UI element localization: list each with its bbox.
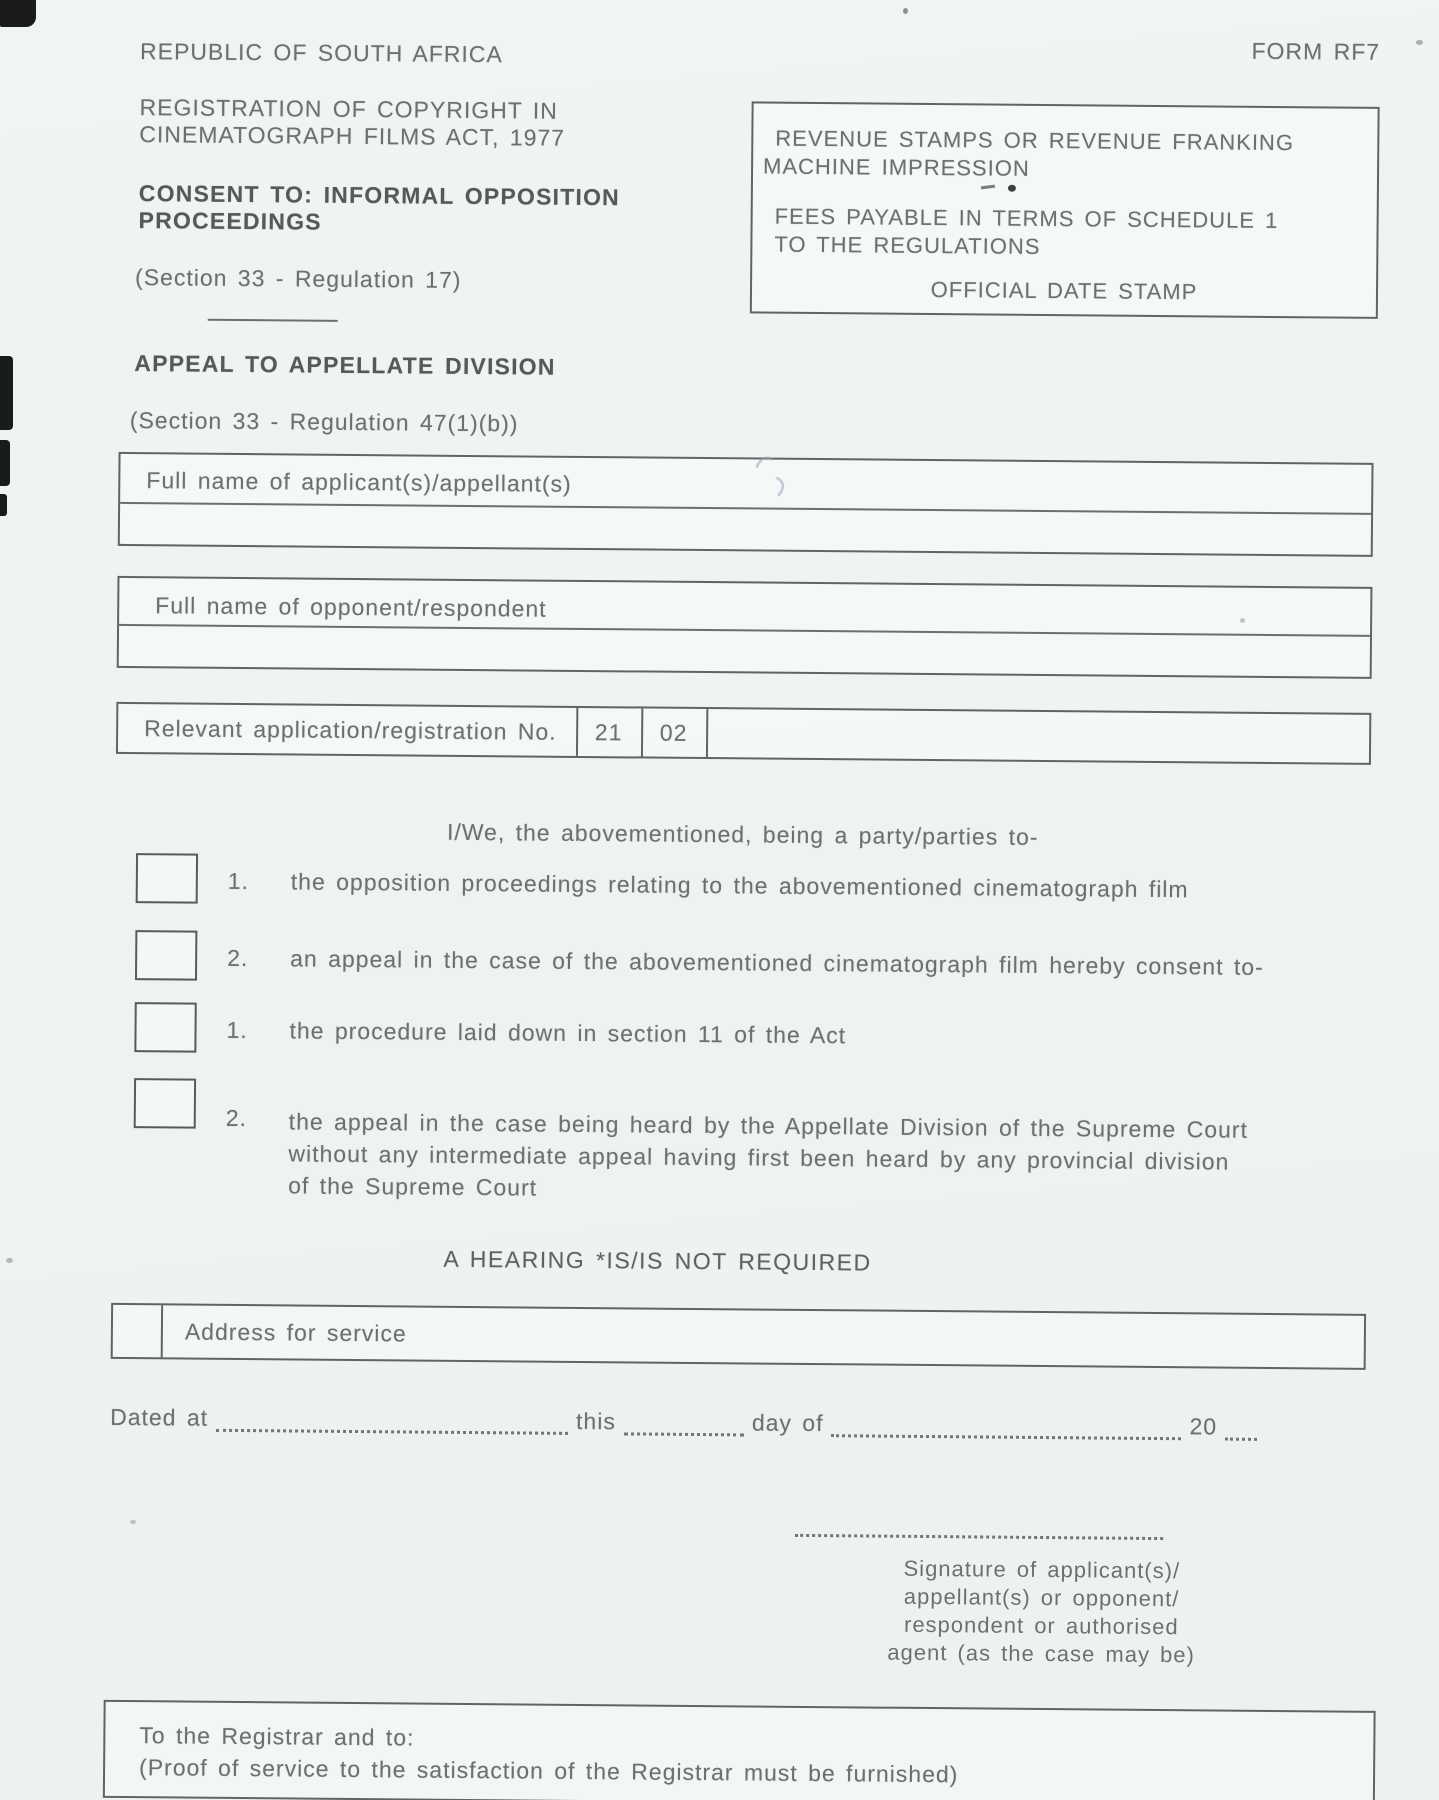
item-text: the procedure laid down in section 11 of the Act (289, 1017, 847, 1049)
signature-caption-line1: Signature of applicant(s)/ (903, 1555, 1181, 1584)
section-reference-2: (Section 33 - Regulation 47(1)(b)) (129, 407, 519, 437)
act-title-line1: REGISTRATION OF COPYRIGHT IN (139, 94, 558, 124)
pen-squiggle (770, 474, 794, 500)
address-checkbox-cell[interactable] (113, 1305, 161, 1357)
pen-squiggle (752, 449, 778, 473)
registrar-box (103, 1700, 1376, 1800)
hearing-required-line: A HEARING *IS/IS NOT REQUIRED (443, 1245, 872, 1276)
place-field[interactable] (216, 1409, 568, 1435)
opponent-name-label: Full name of opponent/respondent (155, 592, 547, 622)
day-field[interactable] (624, 1412, 744, 1436)
consent-checkbox-2[interactable] (135, 930, 197, 981)
scan-artifact (0, 440, 10, 486)
applicant-name-box (118, 452, 1374, 557)
application-number-box (116, 702, 1371, 765)
stamp-box-line3: FEES PAYABLE IN TERMS OF SCHEDULE 1 (774, 203, 1279, 234)
item-text: an appeal in the case of the abovementioned cinematograph film hereby consent to- (290, 945, 1264, 980)
signature-caption-line4: agent (as the case may be) (887, 1639, 1196, 1668)
scan-speck (130, 1520, 136, 1524)
appeal-heading: APPEAL TO APPELLATE DIVISION (134, 350, 556, 380)
scan-dot-mark (1008, 185, 1016, 192)
address-for-service-box (111, 1303, 1366, 1370)
scan-speck (1240, 618, 1245, 623)
opponent-name-box (117, 576, 1373, 679)
item-number: 1. (227, 867, 250, 895)
this-label: this (575, 1407, 617, 1435)
country-header: REPUBLIC OF SOUTH AFRICA (139, 38, 503, 68)
day-of-label: day of (751, 1409, 824, 1437)
scan-speck (903, 8, 908, 14)
stamp-box-line2: MACHINE IMPRESSION (762, 153, 1030, 181)
scan-speck (1416, 40, 1423, 45)
scan-dash-mark (981, 185, 995, 190)
scan-artifact (0, 494, 7, 516)
month-field[interactable] (831, 1414, 1181, 1440)
consent-item-row (112, 1078, 1368, 1219)
consent-heading-line2: PROCEEDINGS (138, 207, 322, 235)
scan-artifact (0, 0, 36, 27)
consent-item-row (114, 930, 1370, 1005)
divider-line (208, 319, 338, 322)
consent-checkbox-1[interactable] (136, 853, 198, 904)
consent-item-row (113, 1002, 1369, 1077)
stamp-box-line1: REVENUE STAMPS OR REVENUE FRANKING (775, 125, 1295, 156)
address-for-service-label: Address for service (184, 1318, 407, 1347)
consent-checkbox-3[interactable] (134, 1002, 196, 1053)
application-number-cell-1[interactable]: 21 (594, 719, 623, 746)
official-date-stamp-label: OFFICIAL DATE STAMP (930, 276, 1198, 305)
year-field[interactable] (1225, 1418, 1257, 1441)
item-text: the opposition proceedings relating to the abovementioned cinematograph film (290, 868, 1189, 903)
stamp-box-line4: TO THE REGULATIONS (774, 231, 1041, 259)
applicant-name-label: Full name of applicant(s)/appellant(s) (146, 467, 572, 497)
application-number-field[interactable] (708, 709, 1369, 763)
application-number-cell-2[interactable]: 02 (659, 719, 688, 746)
dated-at-label: Dated at (110, 1403, 209, 1431)
consent-checkbox-4[interactable] (134, 1078, 196, 1129)
item-number: 2. (225, 1104, 248, 1132)
item-number: 2. (227, 944, 249, 972)
item-text: the appeal in the case being heard by the Appellate Division of the Supreme Court without any intermediate appeal having first been heard by any provincial division of the Supreme Court (288, 1108, 1249, 1201)
consent-heading-line1: CONSENT TO: INFORMAL OPPOSITION (138, 180, 621, 211)
form-number: FORM RF7 (1251, 37, 1381, 65)
revenue-stamp-box (750, 101, 1380, 318)
section-reference-1: (Section 33 - Regulation 17) (134, 264, 462, 293)
scan-speck (6, 1258, 13, 1263)
signature-field[interactable] (795, 1534, 1163, 1540)
scan-artifact (0, 356, 13, 430)
signature-caption-line2: appellant(s) or opponent/ (903, 1583, 1180, 1612)
consent-item-row (115, 853, 1371, 928)
dated-line (110, 1404, 1270, 1441)
year-prefix: 20 (1189, 1413, 1218, 1440)
registrar-line1: To the Registrar and to: (139, 1722, 415, 1751)
act-title-line2: CINEMATOGRAPH FILMS ACT, 1977 (139, 121, 566, 151)
signature-caption-line3: respondent or authorised (903, 1611, 1179, 1640)
application-number-label: Relevant application/registration No. (144, 715, 557, 745)
declaration-intro: I/We, the abovementioned, being a party/parties to- (446, 818, 1039, 850)
signature-caption (831, 1554, 1252, 1670)
registrar-line2: (Proof of service to the satisfaction of the Registrar must be furnished) (138, 1754, 959, 1788)
item-number: 1. (226, 1016, 248, 1044)
